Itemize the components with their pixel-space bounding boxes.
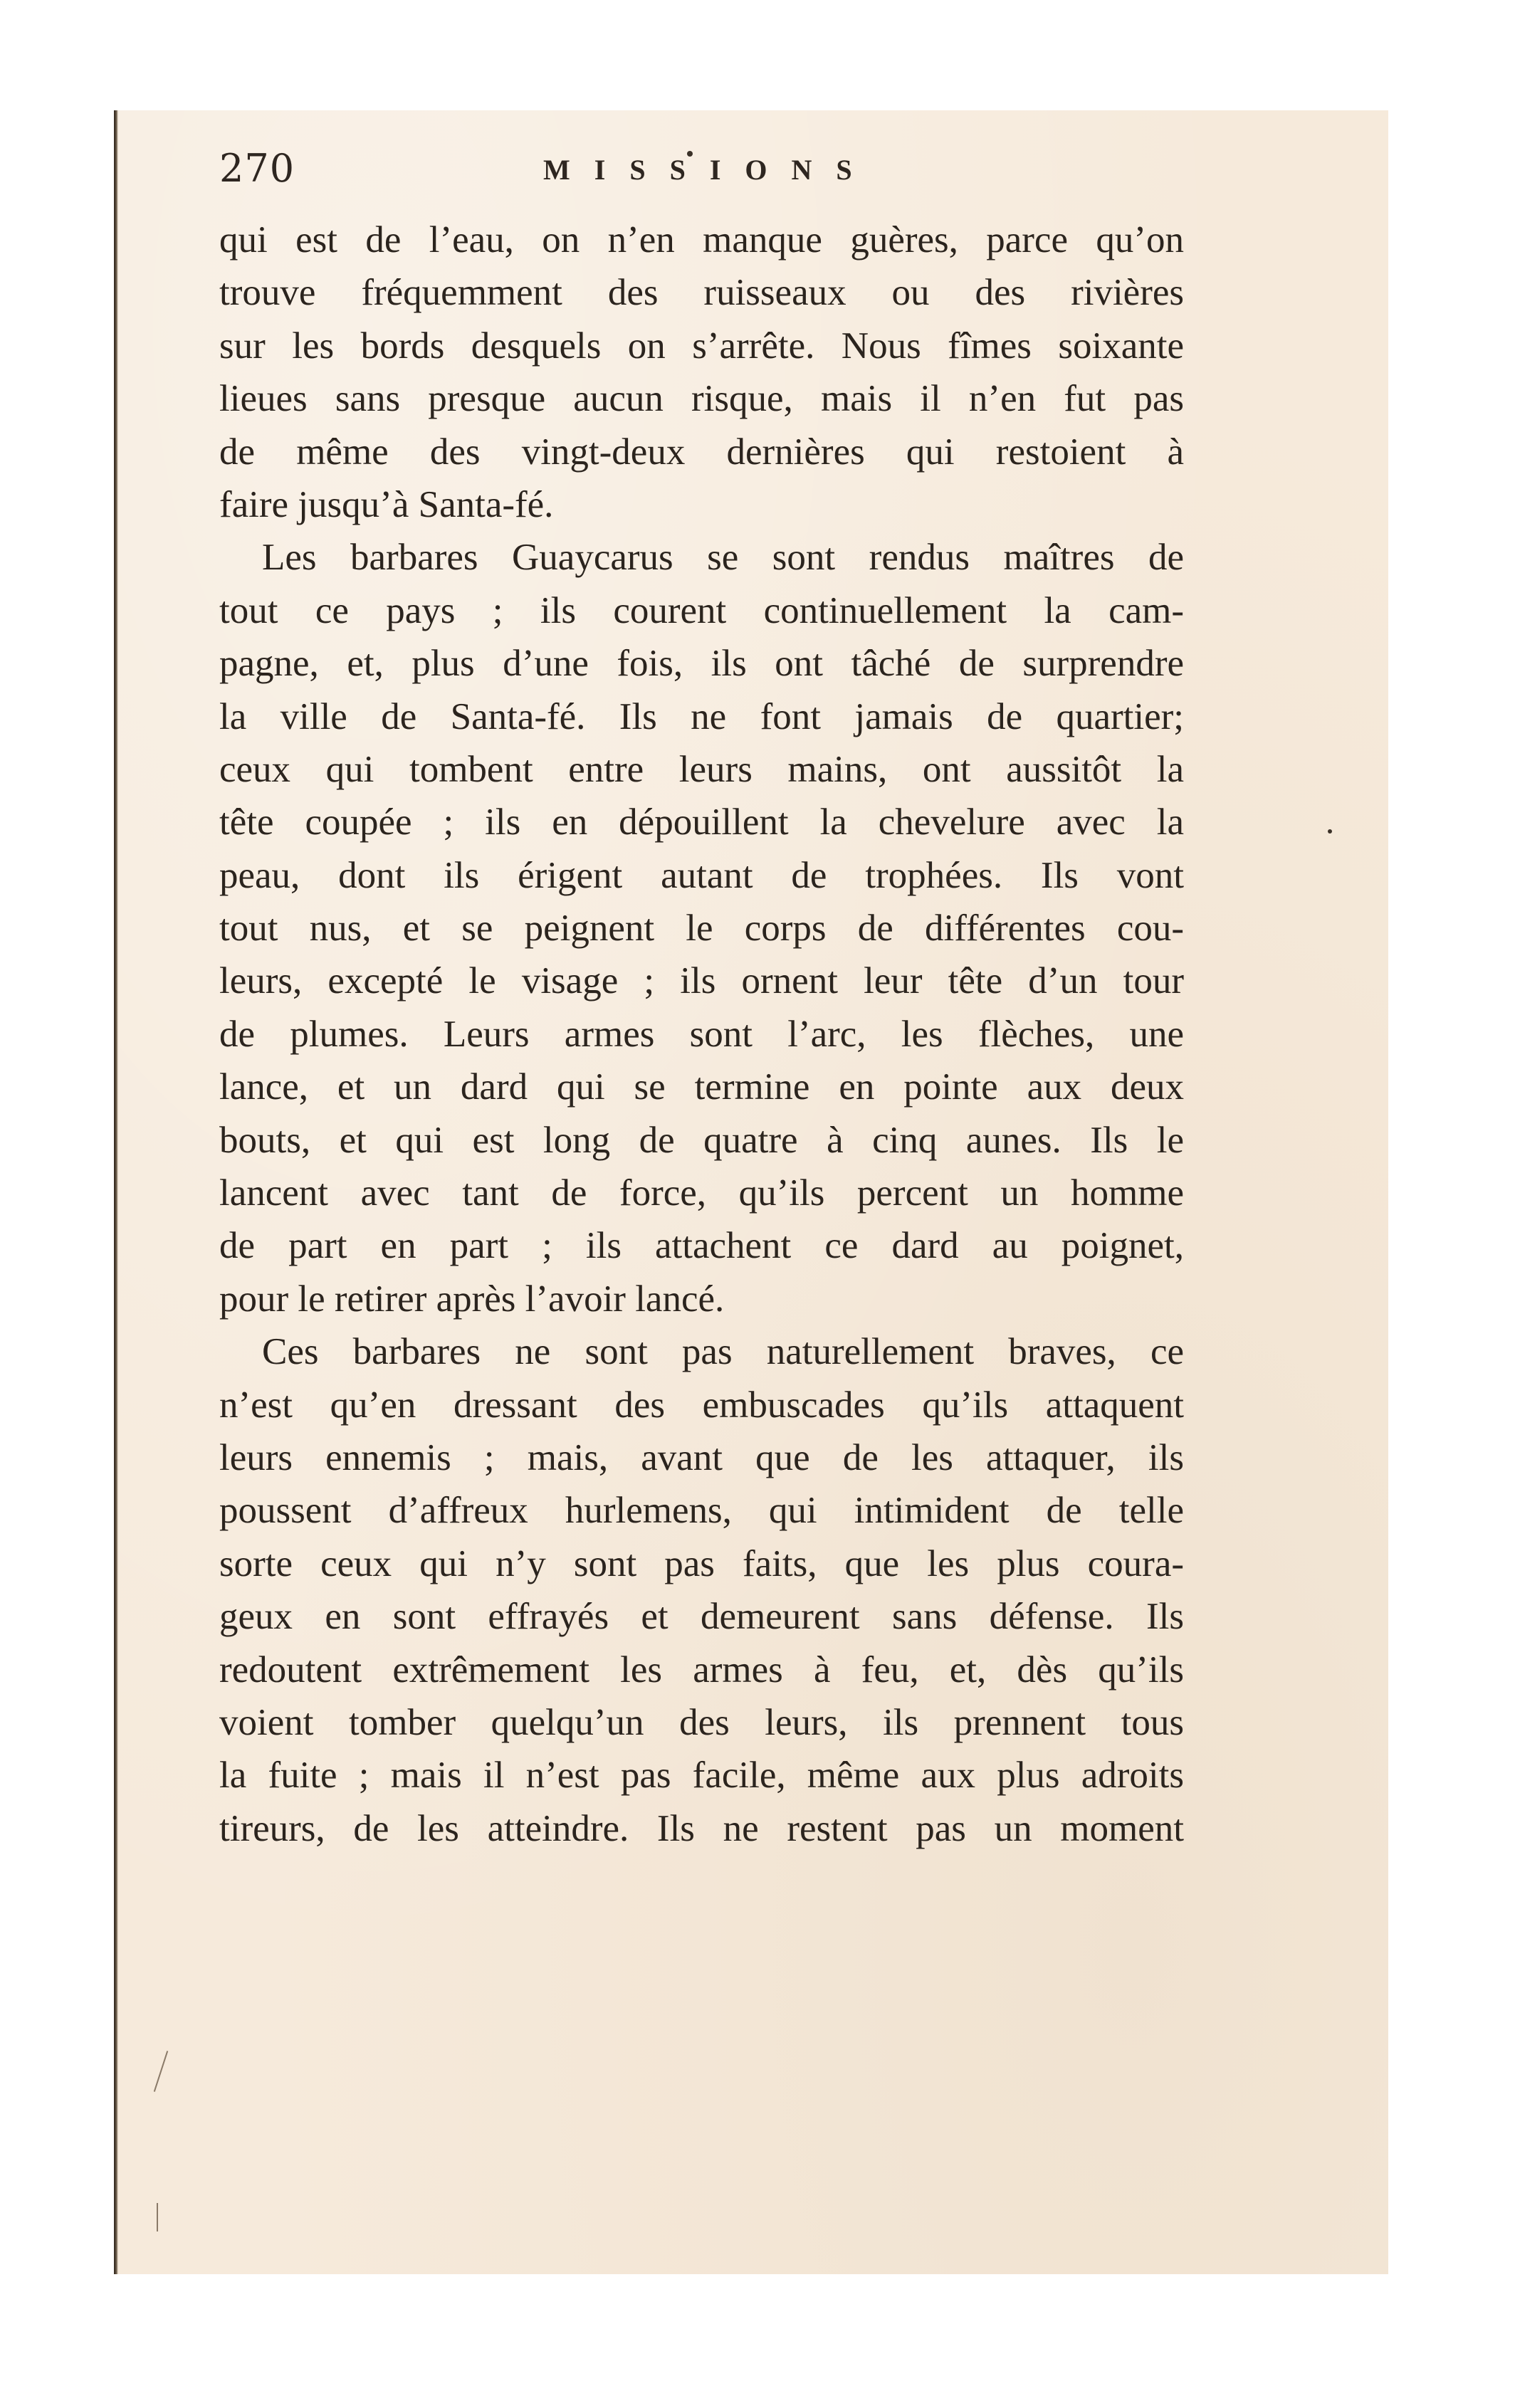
text-line: Ces barbares ne sont pas naturellement braves, ce bbox=[262, 1331, 1184, 1373]
text-line: bouts, et qui est long de quatre à cinq aunes. Ils le bbox=[219, 1119, 1184, 1161]
text-line: trouve fréquemment des ruisseaux ou des rivières bbox=[219, 272, 1184, 314]
text-line: de part en part ; ils attachent ce dard au poignet, bbox=[219, 1225, 1184, 1267]
text-line: pour le retirer après l’avoir lancé. bbox=[219, 1278, 725, 1320]
text-line: lancent avec tant de force, qu’ils percent un homme bbox=[219, 1172, 1184, 1214]
page-spine-shadow bbox=[114, 110, 118, 2274]
text-line: faire jusqu’à Santa-fé. bbox=[219, 483, 554, 525]
text-line: la ville de Santa-fé. Ils ne font jamais de quartier; bbox=[219, 695, 1184, 737]
text-line: leurs ennemis ; mais, avant que de les attaquer, ils bbox=[219, 1436, 1184, 1478]
text-line: n’est qu’en dressant des embuscades qu’ils attaquent bbox=[219, 1384, 1184, 1426]
text-line: tout ce pays ; ils courent continuellement la cam- bbox=[219, 589, 1184, 631]
text-line: de plumes. Leurs armes sont l’arc, les flèches, une bbox=[219, 1013, 1184, 1055]
text-line: leurs, excepté le visage ; ils ornent leur tête d’un tour bbox=[219, 960, 1184, 1002]
text-line: sur les bords desquels on s’arrête. Nous fîmes soixante bbox=[219, 325, 1184, 367]
body-text bbox=[219, 214, 1184, 1855]
text-line: tête coupée ; ils en dépouillent la chevelure avec la bbox=[219, 801, 1184, 843]
text-line: Les barbares Guaycarus se sont rendus maîtres de bbox=[262, 537, 1184, 579]
text-line: sorte ceux qui n’y sont pas faits, que les plus coura- bbox=[219, 1542, 1184, 1584]
ink-speck bbox=[1328, 829, 1332, 834]
text-line: tout nus, et se peignent le corps de différentes cou- bbox=[219, 908, 1184, 950]
margin-pencil-mark bbox=[157, 2203, 158, 2231]
running-head: MISSIONS bbox=[543, 154, 876, 186]
text-line: lieues sans presque aucun risque, mais il n’en fut pas bbox=[219, 378, 1184, 420]
text-line: voient tomber quelqu’un des leurs, ils prennent tous bbox=[219, 1701, 1184, 1743]
page-header bbox=[219, 146, 1287, 203]
text-line: redoutent extrêmement les armes à feu, et, dès qu’ils bbox=[219, 1649, 1184, 1691]
text-line: la fuite ; mais il n’est pas facile, même aux plus adroits bbox=[219, 1755, 1184, 1797]
text-line: poussent d’affreux hurlemens, qui intimident de telle bbox=[219, 1490, 1184, 1532]
page-number: 270 bbox=[219, 146, 295, 191]
text-line: peau, dont ils érigent autant de trophées. Ils vont bbox=[219, 854, 1184, 896]
margin-pencil-mark bbox=[154, 2051, 168, 2092]
text-line: qui est de l’eau, on n’en manque guères, parce qu’on bbox=[219, 219, 1184, 261]
text-line: de même des vingt-deux dernières qui restoient à bbox=[219, 431, 1184, 473]
text-line: geux en sont effrayés et demeurent sans défense. Ils bbox=[219, 1596, 1184, 1638]
text-line: lance, et un dard qui se termine en pointe aux deux bbox=[219, 1066, 1184, 1108]
text-line: ceux qui tombent entre leurs mains, ont aussitôt la bbox=[219, 748, 1184, 790]
text-line: pagne, et, plus d’une fois, ils ont tâché de surprendre bbox=[219, 643, 1184, 685]
text-line: tireurs, de les atteindre. Ils ne restent pas un moment bbox=[219, 1807, 1184, 1849]
